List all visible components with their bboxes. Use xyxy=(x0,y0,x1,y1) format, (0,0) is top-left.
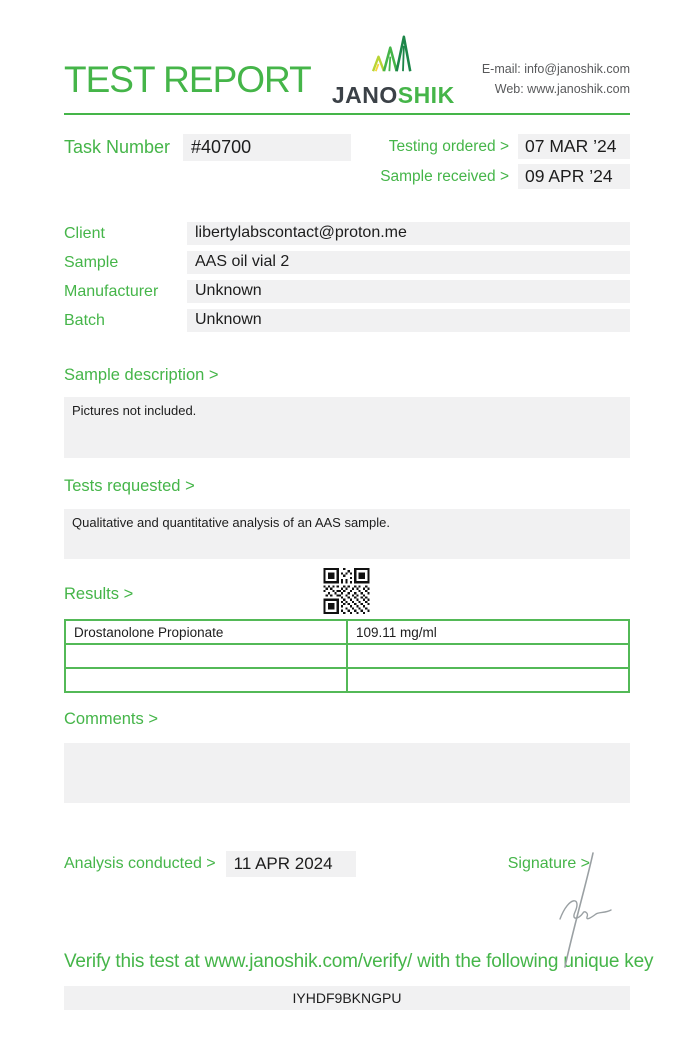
manufacturer-value: Unknown xyxy=(187,280,630,303)
task-number-group xyxy=(64,134,351,161)
page-title: TEST REPORT xyxy=(64,59,311,100)
qr-code-icon xyxy=(323,568,370,614)
verify-text: Verify this test at www.janoshik.com/verify/ with the following unique key xyxy=(64,951,654,972)
tests-requested-box: Qualitative and quantitative analysis of an AAS sample. xyxy=(64,509,630,559)
info-row-batch xyxy=(64,309,630,332)
sample-received-label: Sample received > xyxy=(380,167,509,185)
tests-requested-heading: Tests requested > xyxy=(64,477,195,495)
batch-value: Unknown xyxy=(187,309,630,332)
result-amount xyxy=(347,644,629,668)
comments-heading: Comments > xyxy=(64,710,158,728)
test-report-page xyxy=(0,33,694,1057)
report-header xyxy=(64,33,630,108)
task-number-label: Task Number xyxy=(64,137,171,157)
header-divider xyxy=(64,113,630,115)
comments-box xyxy=(64,743,630,803)
logo-text-shik: SHIK xyxy=(397,82,455,108)
task-dates-row xyxy=(64,134,630,189)
info-row-sample xyxy=(64,251,630,274)
testing-ordered-value: 07 MAR ’24 xyxy=(518,134,630,159)
janoshik-logo xyxy=(332,33,455,109)
sample-received-value: 09 APR ’24 xyxy=(518,164,630,189)
result-substance: Drostanolone Propionate xyxy=(65,620,347,644)
analysis-conducted-group xyxy=(64,851,356,877)
sample-label: Sample xyxy=(64,253,119,271)
result-row xyxy=(65,668,629,692)
result-row xyxy=(65,644,629,668)
results-section xyxy=(64,585,630,693)
logo-wordmark xyxy=(332,82,455,109)
task-number-value: #40700 xyxy=(183,134,351,161)
manufacturer-label: Manufacturer xyxy=(64,282,159,300)
result-row xyxy=(65,620,629,644)
result-amount xyxy=(347,668,629,692)
testing-ordered-row xyxy=(380,134,630,159)
sample-info-block xyxy=(64,222,630,332)
result-amount: 109.11 mg/ml xyxy=(347,620,629,644)
contact-web: Web: www.janoshik.com xyxy=(494,82,630,96)
result-substance xyxy=(65,644,347,668)
contact-block xyxy=(482,59,630,99)
results-heading: Results > xyxy=(64,585,134,603)
signature-label: Signature > xyxy=(507,855,590,872)
sample-received-row xyxy=(380,164,630,189)
sample-description-box: Pictures not included. xyxy=(64,397,630,458)
dates-group xyxy=(380,134,630,189)
contact-email: E-mail: info@janoshik.com xyxy=(481,62,630,76)
client-label: Client xyxy=(64,224,105,242)
analysis-conducted-label: Analysis conducted > xyxy=(64,855,216,872)
info-row-manufacturer xyxy=(64,280,630,303)
logo-text-jano: JANO xyxy=(331,82,398,108)
results-table xyxy=(64,619,630,693)
analysis-conducted-value: 11 APR 2024 xyxy=(226,851,356,877)
result-substance xyxy=(65,668,347,692)
analysis-signature-row xyxy=(64,851,630,877)
info-row-client xyxy=(64,222,630,245)
client-value: libertylabscontact@proton.me xyxy=(187,222,630,245)
sample-value: AAS oil vial 2 xyxy=(187,251,630,274)
signature-group xyxy=(508,855,590,873)
unique-key-value: IYHDF9BKNGPU xyxy=(64,986,630,1010)
chart-bars-logo-icon xyxy=(364,33,422,80)
testing-ordered-label: Testing ordered > xyxy=(388,137,509,155)
batch-label: Batch xyxy=(64,311,105,329)
sample-description-heading: Sample description > xyxy=(64,366,219,384)
